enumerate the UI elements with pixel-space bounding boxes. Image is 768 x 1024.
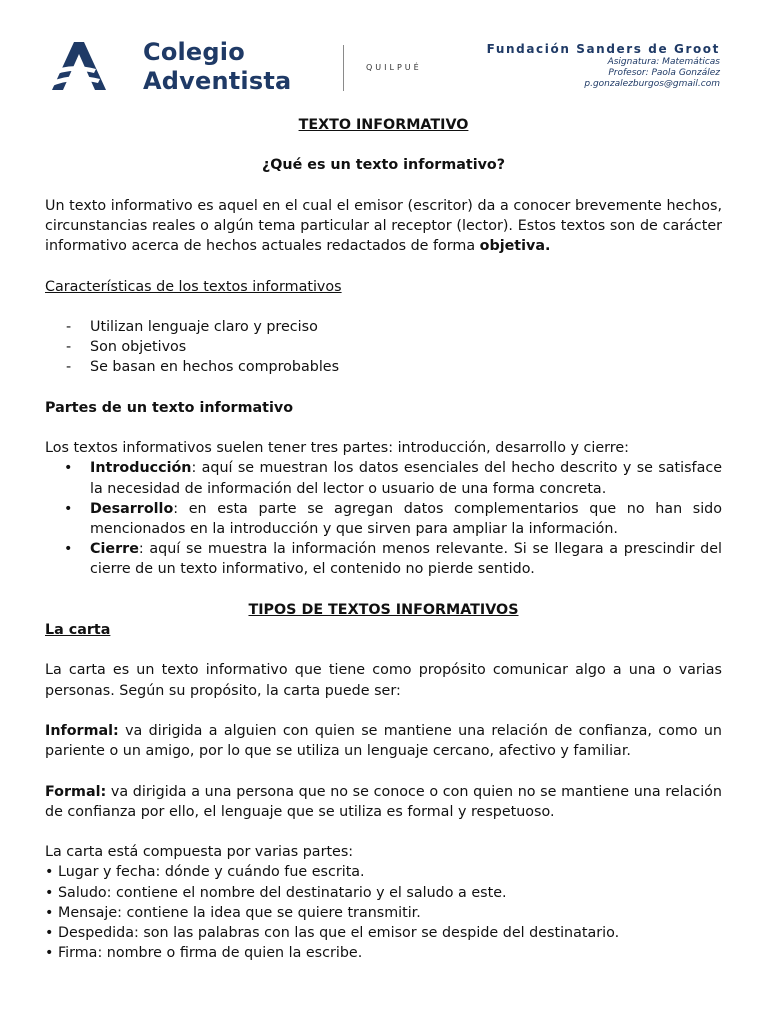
formal-paragraph [45, 782, 722, 822]
list-item: • Firma: nombre o firma de quien la escribe. [45, 945, 363, 962]
list-item [45, 539, 722, 579]
characteristics-list [45, 317, 722, 378]
list-item: • Despedida: son las palabras con las que el emisor se despide del destinatario. [45, 924, 620, 941]
formal-text: va dirigida a una persona que no se conoce o con quien no se mantiene una relación de confianza por ello, el lenguaje que se utiliza es formal y respetuoso. [45, 783, 722, 820]
header-divider [343, 45, 344, 91]
page-title: TEXTO INFORMATIVO [298, 117, 469, 133]
foundation-name: Fundación Sanders de Groot [486, 42, 720, 56]
parts-intro: Los textos informativos suelen tener tres partes: introducción, desarrollo y cierre: [45, 440, 629, 457]
school-logo-icon [50, 42, 106, 92]
characteristics-heading: Características de los textos informativos [45, 278, 342, 295]
list-item: • Mensaje: contiene la idea que se quiere transmitir. [45, 904, 421, 921]
list-item: • Saludo: contiene el nombre del destinatario y el saludo a este. [45, 884, 507, 901]
informal-paragraph [45, 721, 722, 761]
list-item: - Utilizan lenguaje claro y preciso [45, 317, 722, 337]
intro-text: Un texto informativo es aquel en el cual el emisor (escritor) da a conocer brevemente hechos, circunstancias reales o algún tema particular al receptor (lector). Estos textos son de carácter informativo acerca de hechos actuales redactados de forma [45, 197, 722, 255]
formal-term: Formal: [45, 783, 107, 800]
letter-heading: La carta [45, 621, 111, 638]
campus-name: QUILPUÉ [366, 63, 422, 72]
teacher-line: Profesor: Paola González [608, 68, 720, 78]
part-term: Desarrollo [90, 500, 174, 517]
informal-term: Informal: [45, 722, 119, 739]
part-term: Introducción [90, 460, 192, 477]
foundation-block [487, 41, 720, 90]
letter-intro: La carta es un texto informativo que tiene como propósito comunicar algo a una o varias personas. Según su propósito, la carta puede ser: [45, 662, 722, 699]
types-heading: TIPOS DE TEXTOS INFORMATIVOS [248, 601, 519, 618]
part-text: : en esta parte se agregan datos complementarios que no han sido mencionados en la introducción y que sirven para ampliar la información. [90, 500, 722, 537]
intro-bold: objetiva. [479, 238, 551, 255]
parts-list [45, 458, 722, 579]
parts-heading: Partes de un texto informativo [45, 399, 294, 416]
document-body [45, 115, 722, 963]
list-item [45, 499, 722, 539]
list-item: • Lugar y fecha: dónde y cuándo fue escrita. [45, 864, 365, 881]
informal-text: va dirigida a alguien con quien se mantiene una relación de confianza, como un pariente o un amigo, por lo que se utiliza un lenguaje cercano, afectivo y familiar. [45, 722, 722, 760]
school-name [143, 38, 291, 96]
email-line: p.gonzalezburgos@gmail.com [584, 79, 720, 89]
list-item [45, 458, 722, 498]
letter-parts-intro: La carta está compuesta por varias partes: [45, 844, 354, 861]
part-term: Cierre [90, 541, 139, 558]
school-name-line2: Adventista [143, 67, 292, 95]
question-heading: ¿Qué es un texto informativo? [261, 157, 506, 174]
list-item: - Son objetivos [45, 337, 722, 357]
part-text: : aquí se muestran los datos esenciales del hecho descrito y se satisface la necesidad de información del lector o usuario de una forma concreta. [90, 460, 722, 497]
list-item: - Se basan en hechos comprobables [45, 357, 722, 377]
intro-paragraph [45, 196, 722, 257]
subject-line: Asignatura: Matemáticas [607, 57, 720, 67]
part-text: : aquí se muestra la información menos relevante. Si se llegara a prescindir del cierre de un texto informativo, el contenido no pierde sentido. [90, 541, 722, 578]
school-name-line1: Colegio [143, 38, 245, 66]
